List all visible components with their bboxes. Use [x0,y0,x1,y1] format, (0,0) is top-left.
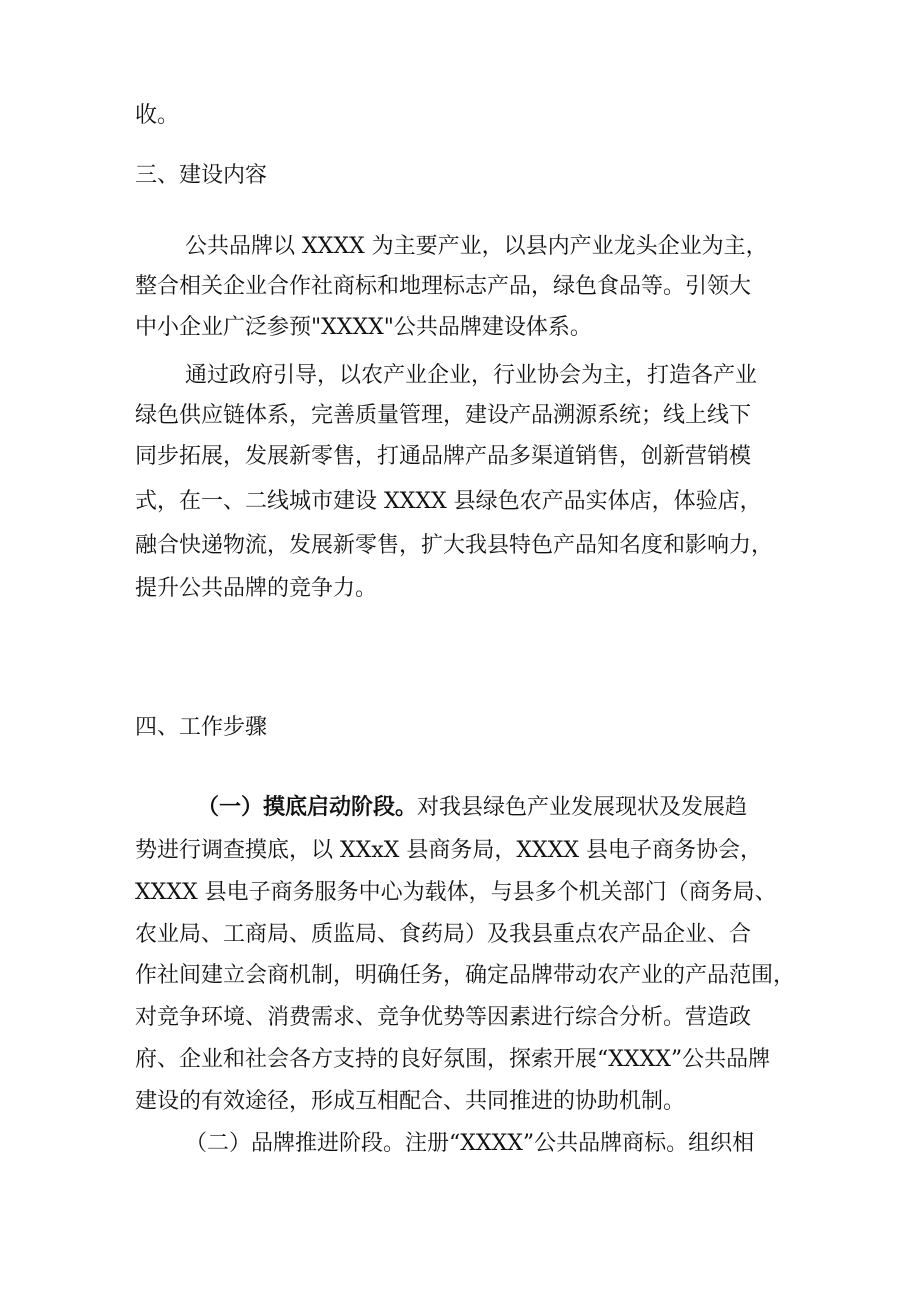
step-1-line-6: 对竞争环境、消费需求、竞争优势等因素进行综合分析。营造政 [135,1005,752,1030]
step-1-line-4: 农业局、工商局、质监局、食药局）及我县重点农产品企业、合 [135,922,752,947]
paragraph-1-line-3: 中小企业广泛参预"XXXX"公共品牌建设体系。 [135,315,592,340]
step-2-line-1: （二）品牌推进阶段。注册“XXXX”公共品牌商标。组织相 [185,1131,755,1156]
step-1-line-5: 作社间建立会商机制，明确任务，确定品牌带动农产业的产品范围， [135,963,796,988]
paragraph-1-line-1: 公共品牌以 XXXX 为主要产业，以县内产业龙头企业为主， [185,234,768,259]
paragraph-1-line-2: 整合相关企业合作社商标和地理标志产品，绿色食品等。引领大 [135,274,752,299]
paragraph-2-line-3: 同步拓展，发展新零售，打通品牌产品多渠道销售，创新营销模 [135,444,752,469]
step-1-line-2: 势进行调查摸底，以 XXxX 县商务局，XXXX 县电子商务协会， [135,838,763,863]
step-1-text: 对我县绿色产业发展现状及发展趋 [417,795,748,820]
section-heading-4: 四、工作步骤 [135,715,268,740]
paragraph-2-line-2: 绿色供应链体系，完善质量管理，建设产品溯源系统；线上线下 [135,403,752,428]
section-heading-3: 三、建设内容 [135,163,268,188]
step-1-title: （一）摸底启动阶段。 [197,795,418,820]
paragraph-2-line-6: 提升公共品牌的竞争力。 [135,576,378,601]
step-1-line-7: 府、企业和社会各方支持的良好氛围，探索开展“XXXX”公共品牌 [135,1047,771,1072]
paragraph-2-line-5: 融合快递物流，发展新零售，扩大我县特色产品知名度和影响力， [135,533,774,558]
step-1-line-1 [197,793,747,823]
paragraph-2-line-1: 通过政府引导，以农产业企业，行业协会为主，打造各产业 [185,363,758,388]
step-1-line-8: 建设的有效途径，形成互相配合、共同推进的协助机制。 [135,1089,686,1114]
step-1-line-3: XXXX 县电子商务服务中心为载体，与县多个机关部门（商务局、 [135,880,777,905]
continued-text: 收。 [135,103,180,128]
paragraph-2-line-4: 式，在一、二线城市建设 XXXX 县绿色农产品实体店，体验店， [135,489,762,514]
